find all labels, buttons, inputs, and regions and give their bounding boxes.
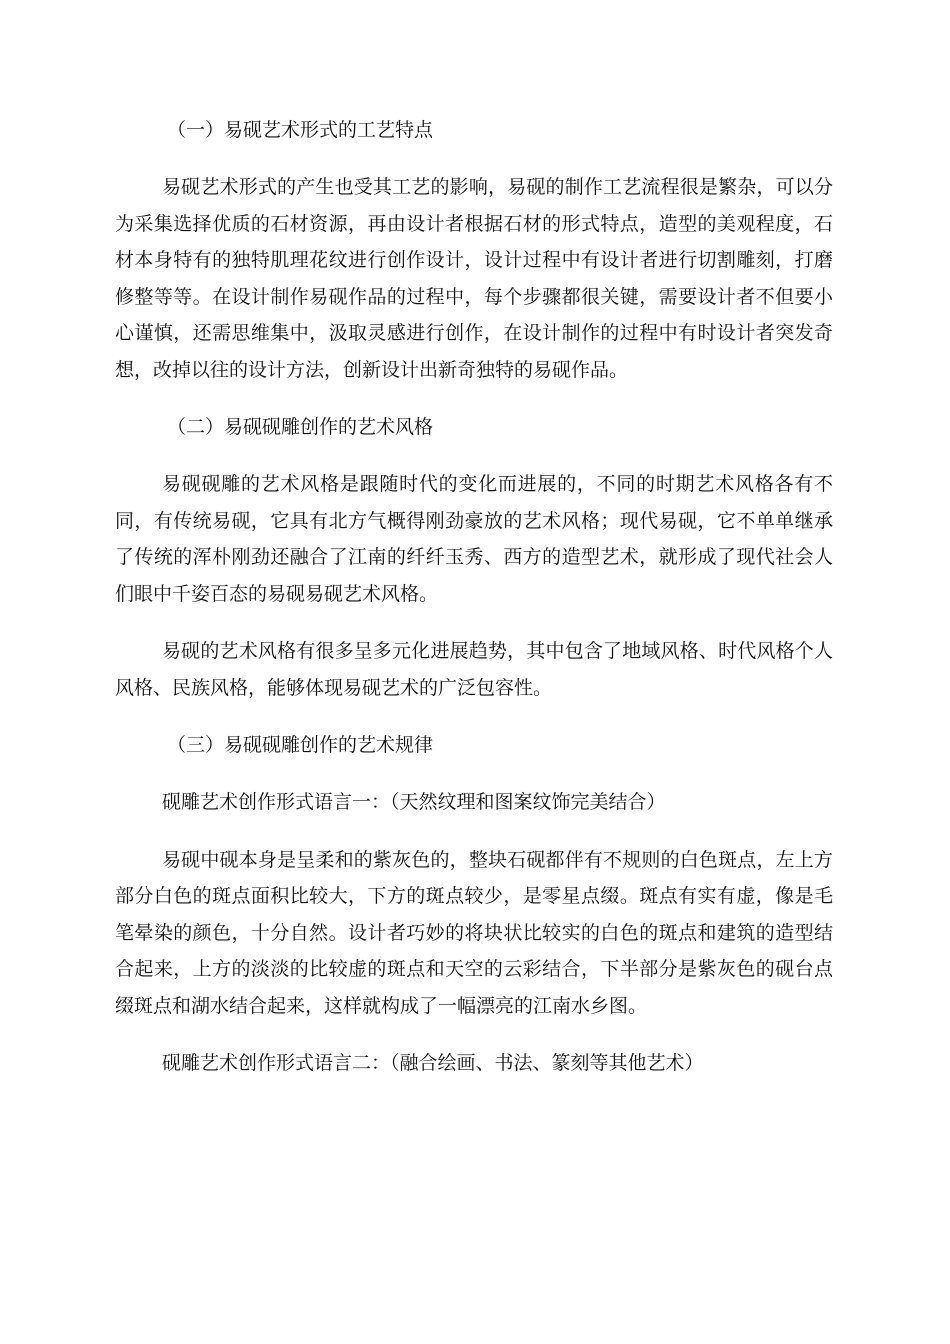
paragraph-form-language-1: 砚雕艺术创作形式语言一：（天然纹理和图案纹饰完美结合） <box>162 791 666 813</box>
paragraph-style-diversity: 易砚的艺术风格有很多呈多元化进展趋势，其中包含了地域风格、时代风格个人风格、民族风格，能够体现易砚艺术的广泛包容性。 <box>115 640 833 699</box>
section-heading-1: （一）易砚艺术形式的工艺特点 <box>167 119 434 141</box>
section-heading-2: （二）易砚砚雕创作的艺术风格 <box>167 416 434 438</box>
paragraph-style-evolution: 易砚砚雕的艺术风格是跟随时代的变化而进展的，不同的时期艺术风格各有不同，有传统易砚，它具有北方气概得刚劲豪放的艺术风格；现代易砚，它不单单继承了传统的浑朴刚劲还融合了江南的纤纤玉秀、西方的造型艺术，就形成了现代社会人们眼中千姿百态的易砚易砚艺术风格。 <box>115 473 833 605</box>
paragraph-texture-description: 易砚中砚本身是呈柔和的紫灰色的，整块石砚都伴有不规则的白色斑点，左上方部分白色的斑点面积比较大，下方的斑点较少，是零星点缀。斑点有实有虚，像是毛笔晕染的颜色，十分自然。设计者巧妙的将块状比较实的白色的斑点和建筑的造型结合起来，上方的淡淡的比较虚的斑点和天空的云彩结合，下半部分是紫灰色的砚台点缀斑点和湖水结合起来，这样就构成了一幅漂亮的江南水乡图。 <box>115 848 833 1017</box>
paragraph-craft-process: 易砚艺术形式的产生也受其工艺的影响，易砚的制作工艺流程很是繁杂，可以分为采集选择优质的石材资源，再由设计者根据石材的形式特点，造型的美观程度，石材本身特有的独特肌理花纹进行创作设计，设计过程中有设计者进行切割雕刻，打磨修整等等。在设计制作易砚作品的过程中，每个步骤都很关键，需要设计者不但要小心谨慎，还需思维集中，汲取灵感进行创作，在设计制作的过程中有时设计者突发奇想，改掉以往的设计方法，创新设计出新奇独特的易砚作品。 <box>115 176 833 381</box>
paragraph-form-language-2: 砚雕艺术创作形式语言二：（融合绘画、书法、篆刻等其他艺术） <box>162 1052 704 1074</box>
document-body <box>115 112 833 1103</box>
section-heading-3: （三）易砚砚雕创作的艺术规律 <box>167 734 434 756</box>
